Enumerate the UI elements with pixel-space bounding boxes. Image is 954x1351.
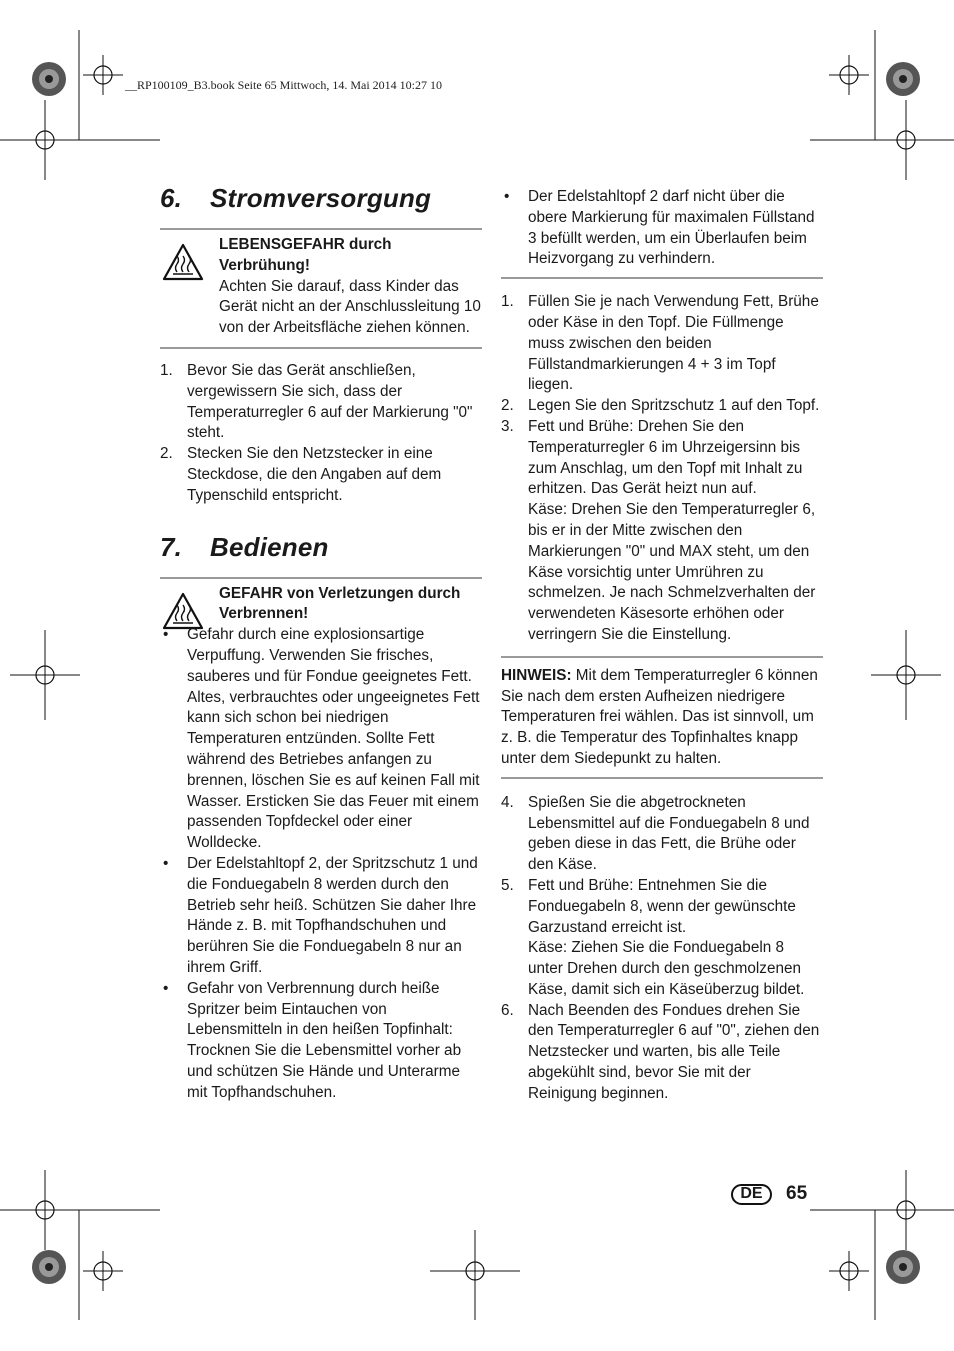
list-item: • Gefahr durch eine explosionsartige Verpuffung. Verwenden Sie frisches, sauberes und für Fondue geeignetes Fett. Altes, verbrauchtes oder ungeeignetes Fett kann sich schon bei niedrigen Temperaturen entzünden. Sollte Fett während des Betriebes anfangen zu brennen, löschen Sie es auf keinen Fall mit Wasser. Ersticken Sie das Feuer mit einem passenden Topfdeckel oder einer Wolldecke.	[163, 626, 480, 852]
list-item: 1. Füllen Sie je nach Verwendung Fett, Brühe oder Käse in den Topf. Die Füllmenge muss zwischen den beiden Füllstandmarkierungen 4 + 3 im Topf liegen.	[501, 293, 819, 394]
page-number: 65	[786, 1183, 808, 1204]
section-6-title: Stromversorgung	[210, 183, 432, 213]
warning-title: GEFAHR von Verletzungen durch Verbrennen!	[219, 584, 461, 623]
list-item: 2. Legen Sie den Spritzschutz 1 auf den Topf.	[501, 397, 820, 415]
caution-bullets	[501, 187, 823, 270]
warning-title: LEBENSGEFAHR durch Verbrühung!	[219, 236, 392, 274]
hot-surface-warning-icon	[162, 592, 204, 630]
list-item: 6. Nach Beenden des Fondues drehen Sie den Temperaturregler 6 auf "0", ziehen den Netzstecker und warten, bis alle Teile abgekühlt sind, bevor Sie mit der Reinigung beginnen.	[501, 1001, 820, 1102]
list-item: 1. Bevor Sie das Gerät anschließen, vergewissern Sie sich, dass der Temperaturregler 6 auf der Markierung "0" steht.	[160, 361, 473, 442]
section-7-steps-b	[501, 793, 823, 1105]
list-item: 5. Fett und Brühe: Entnehmen Sie die Fonduegabeln 8, wenn der gewünschte Garzustand erreicht ist. Käse: Ziehen Sie die Fonduegabeln 8 unter Drehen durch den geschmolzenen Käse, damit sich ein Käseüberzug bildet.	[501, 876, 805, 998]
section-7-heading: 7. Bedienen	[160, 531, 329, 562]
list-item: • Der Edelstahltopf 2, der Spritzschutz 1 und die Fonduegabeln 8 werden durch den Betrieb sehr heiß. Schützen Sie daher Ihre Hände z. B. mit Topfhandschuhen und berühren Sie die Fonduegabeln 8 nur an ihrem Griff.	[163, 854, 478, 976]
list-item: 4. Spießen Sie die abgetrockneten Lebensmittel auf die Fonduegabeln 8 und geben diese in das Fett, die Brühe oder den Käse.	[501, 793, 810, 874]
hint-text: Mit dem Temperaturregler 6 können Sie nach dem ersten Aufheizen niedrigere Temperaturen frei wählen. Das ist sinnvoll, um z. B. die Temperatur des Topfinhaltes knapp unter dem Siedepunkt zu halten.	[501, 666, 818, 767]
page-footer	[731, 1183, 807, 1205]
warning-bullets	[160, 625, 482, 1103]
language-badge: DE	[731, 1184, 772, 1205]
section-6-steps	[160, 361, 482, 507]
hot-surface-warning-icon	[162, 243, 204, 281]
warning-box-scalding	[160, 230, 482, 347]
section-7-steps-a	[501, 292, 823, 646]
list-item: • Der Edelstahltopf 2 darf nicht über die obere Markierung für maximalen Füllstand 3 befüllt werden, um ein Überlaufen beim Heizvorgang zu verhindern.	[504, 188, 815, 268]
warning-text: Achten Sie darauf, dass Kinder das Gerät nicht an der Anschlussleitung 10 von der Arbeitsfläche ziehen können.	[219, 277, 481, 337]
right-column	[501, 187, 823, 1105]
section-7-title: Bedienen	[210, 531, 329, 562]
hint-box	[501, 658, 823, 777]
list-item: 2. Stecken Sie den Netzstecker in eine Steckdose, die den Angaben auf dem Typenschild entspricht.	[160, 445, 442, 504]
list-item: • Gefahr von Verbrennung durch heiße Spritzer beim Eintauchen von Lebensmitteln in den heißen Topfinhalt: Trocknen Sie die Lebensmittel vorher ab und schützen Sie Hände und Unterarme mit Topfhandschuhen.	[163, 979, 462, 1101]
list-item: 3. Fett und Brühe: Drehen Sie den Temperaturregler 6 im Uhrzeigersinn bis zum Anschlag, um den Topf mit Inhalt zu erhitzen. Das Gerät heizt nun auf. Käse: Drehen Sie den Temperaturregler 6, bis er in der Mitte zwischen den Markierungen "0" und MAX steht, um den Käse vorsichtig unter Umrühren zu schmelzen. Je nach Schmelzverhalten der verwendeten Käsesorte erhöhen oder verringern Sie die Einstellung.	[501, 417, 816, 643]
warning-box-burns	[160, 579, 482, 626]
left-column	[160, 180, 482, 1103]
file-info-header: __RP100109_B3.book Seite 65 Mittwoch, 14. Mai 2014 10:27 10	[125, 78, 443, 92]
section-6-heading: 6. Stromversorgung	[160, 183, 432, 213]
hint-label: HINWEIS:	[501, 666, 572, 684]
